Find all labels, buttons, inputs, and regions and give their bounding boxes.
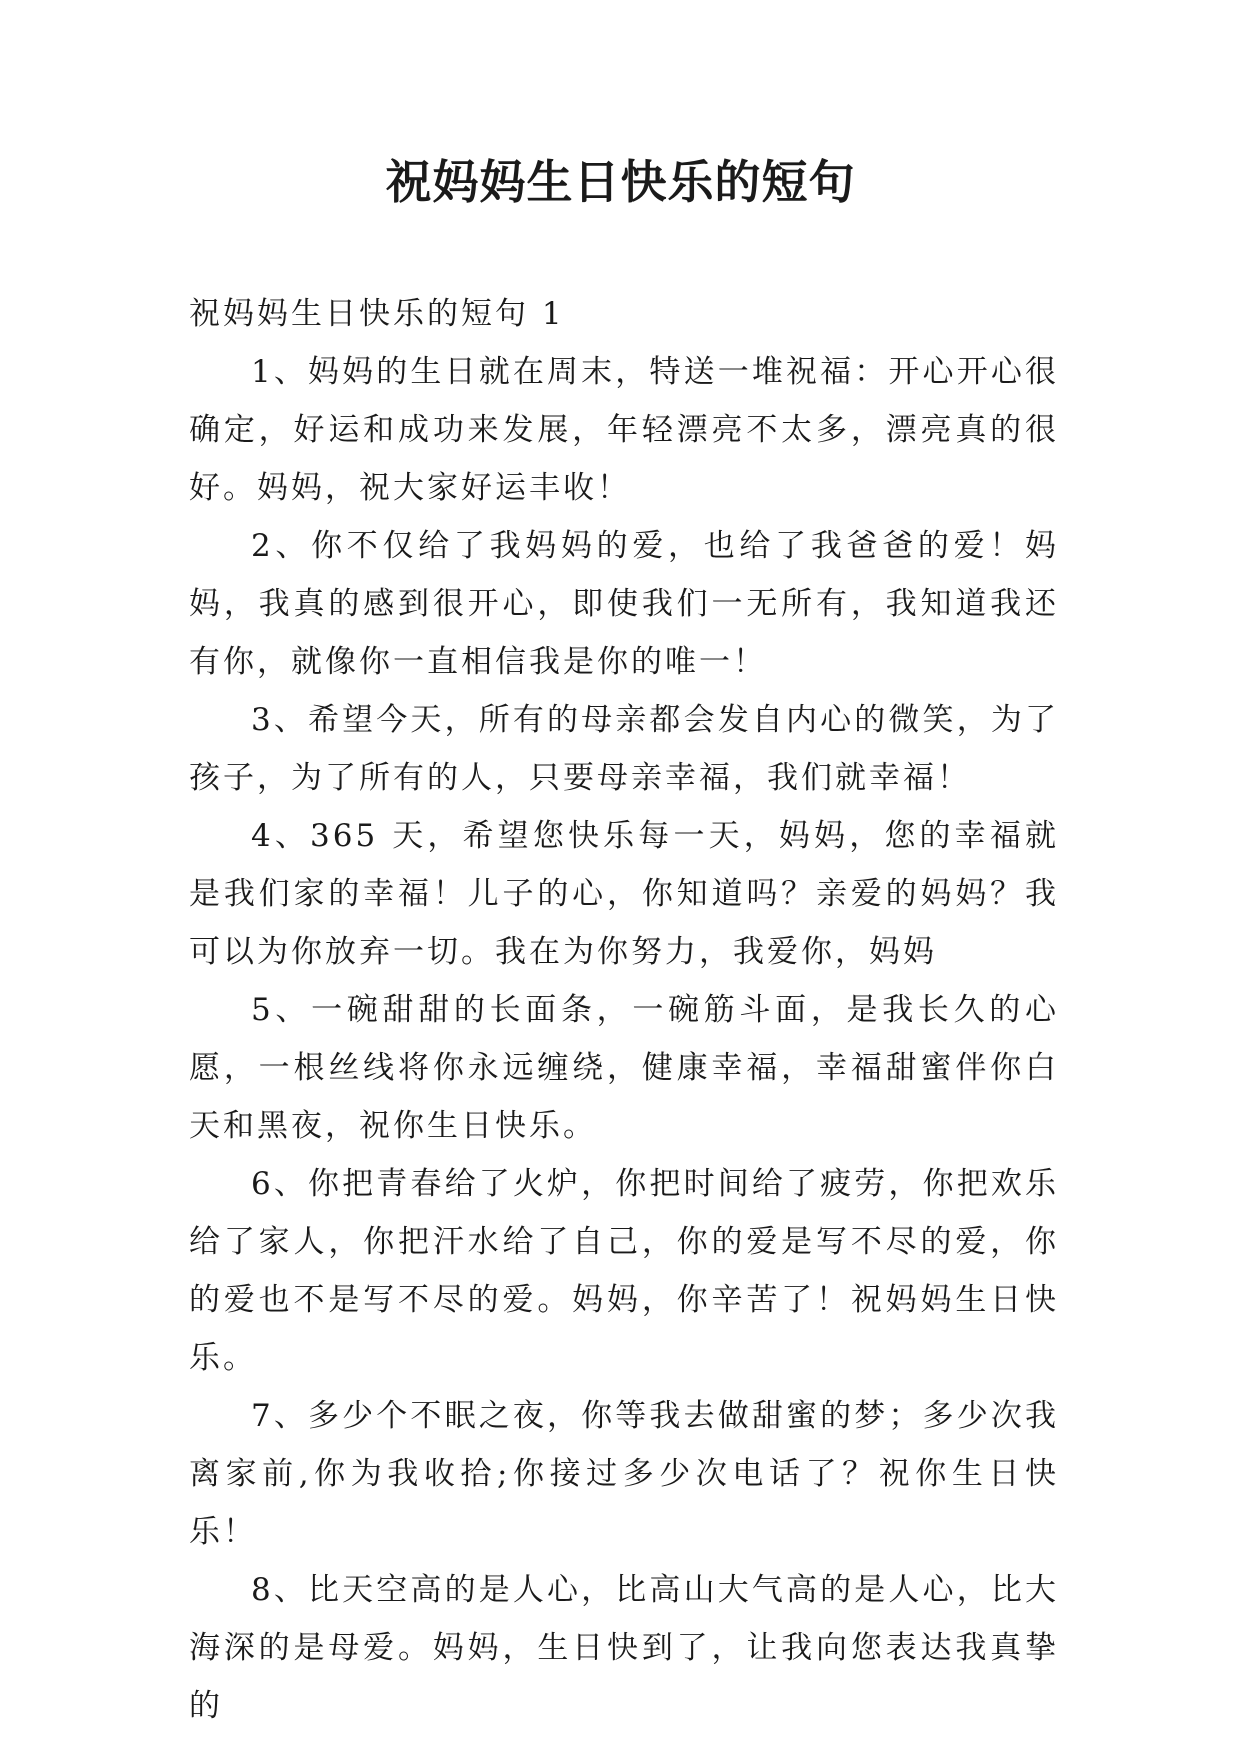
paragraph-3: 3、希望今天，所有的母亲都会发自内心的微笑，为了孩子，为了所有的人，只要母亲幸福，我们就幸福！ (189, 702, 1059, 796)
paragraph-2: 2、你不仅给了我妈妈的爱，也给了我爸爸的爱！妈妈，我真的感到很开心，即使我们一无所有，我知道我还有你，就像你一直相信我是你的唯一！ (189, 528, 1059, 680)
paragraph-5: 5、一碗甜甜的长面条，一碗筋斗面，是我长久的心愿，一根丝线将你永远缠绕，健康幸福，幸福甜蜜伴你白天和黑夜，祝你生日快乐。 (189, 992, 1059, 1144)
paragraph-6: 6、你把青春给了火炉，你把时间给了疲劳，你把欢乐给了家人，你把汗水给了自己，你的爱是写不尽的爱，你的爱也不是写不尽的爱。妈妈，你辛苦了！祝妈妈生日快乐。 (189, 1166, 1059, 1376)
paragraph-1: 1、妈妈的生日就在周末，特送一堆祝福：开心开心很确定，好运和成功来发展，年轻漂亮不太多，漂亮真的很好。妈妈，祝大家好运丰收！ (189, 354, 1059, 506)
document-title: 祝妈妈生日快乐的短句 (385, 155, 856, 209)
paragraph-8: 8、比天空高的是人心，比高山大气高的是人心，比大海深的是母爱。妈妈，生日快到了，让我向您表达我真挚的 (189, 1572, 1059, 1724)
document-body (189, 285, 1059, 1735)
paragraph-7: 7、多少个不眠之夜，你等我去做甜蜜的梦；多少次我离家前,你为我收拾;你接过多少次电话了？祝你生日快乐！ (189, 1398, 1059, 1550)
paragraph-4: 4、365 天，希望您快乐每一天，妈妈，您的幸福就是我们家的幸福！儿子的心，你知道吗？亲爱的妈妈？我可以为你放弃一切。我在为你努力，我爱你，妈妈 (189, 818, 1059, 970)
section-heading: 祝妈妈生日快乐的短句 1 (189, 296, 565, 332)
